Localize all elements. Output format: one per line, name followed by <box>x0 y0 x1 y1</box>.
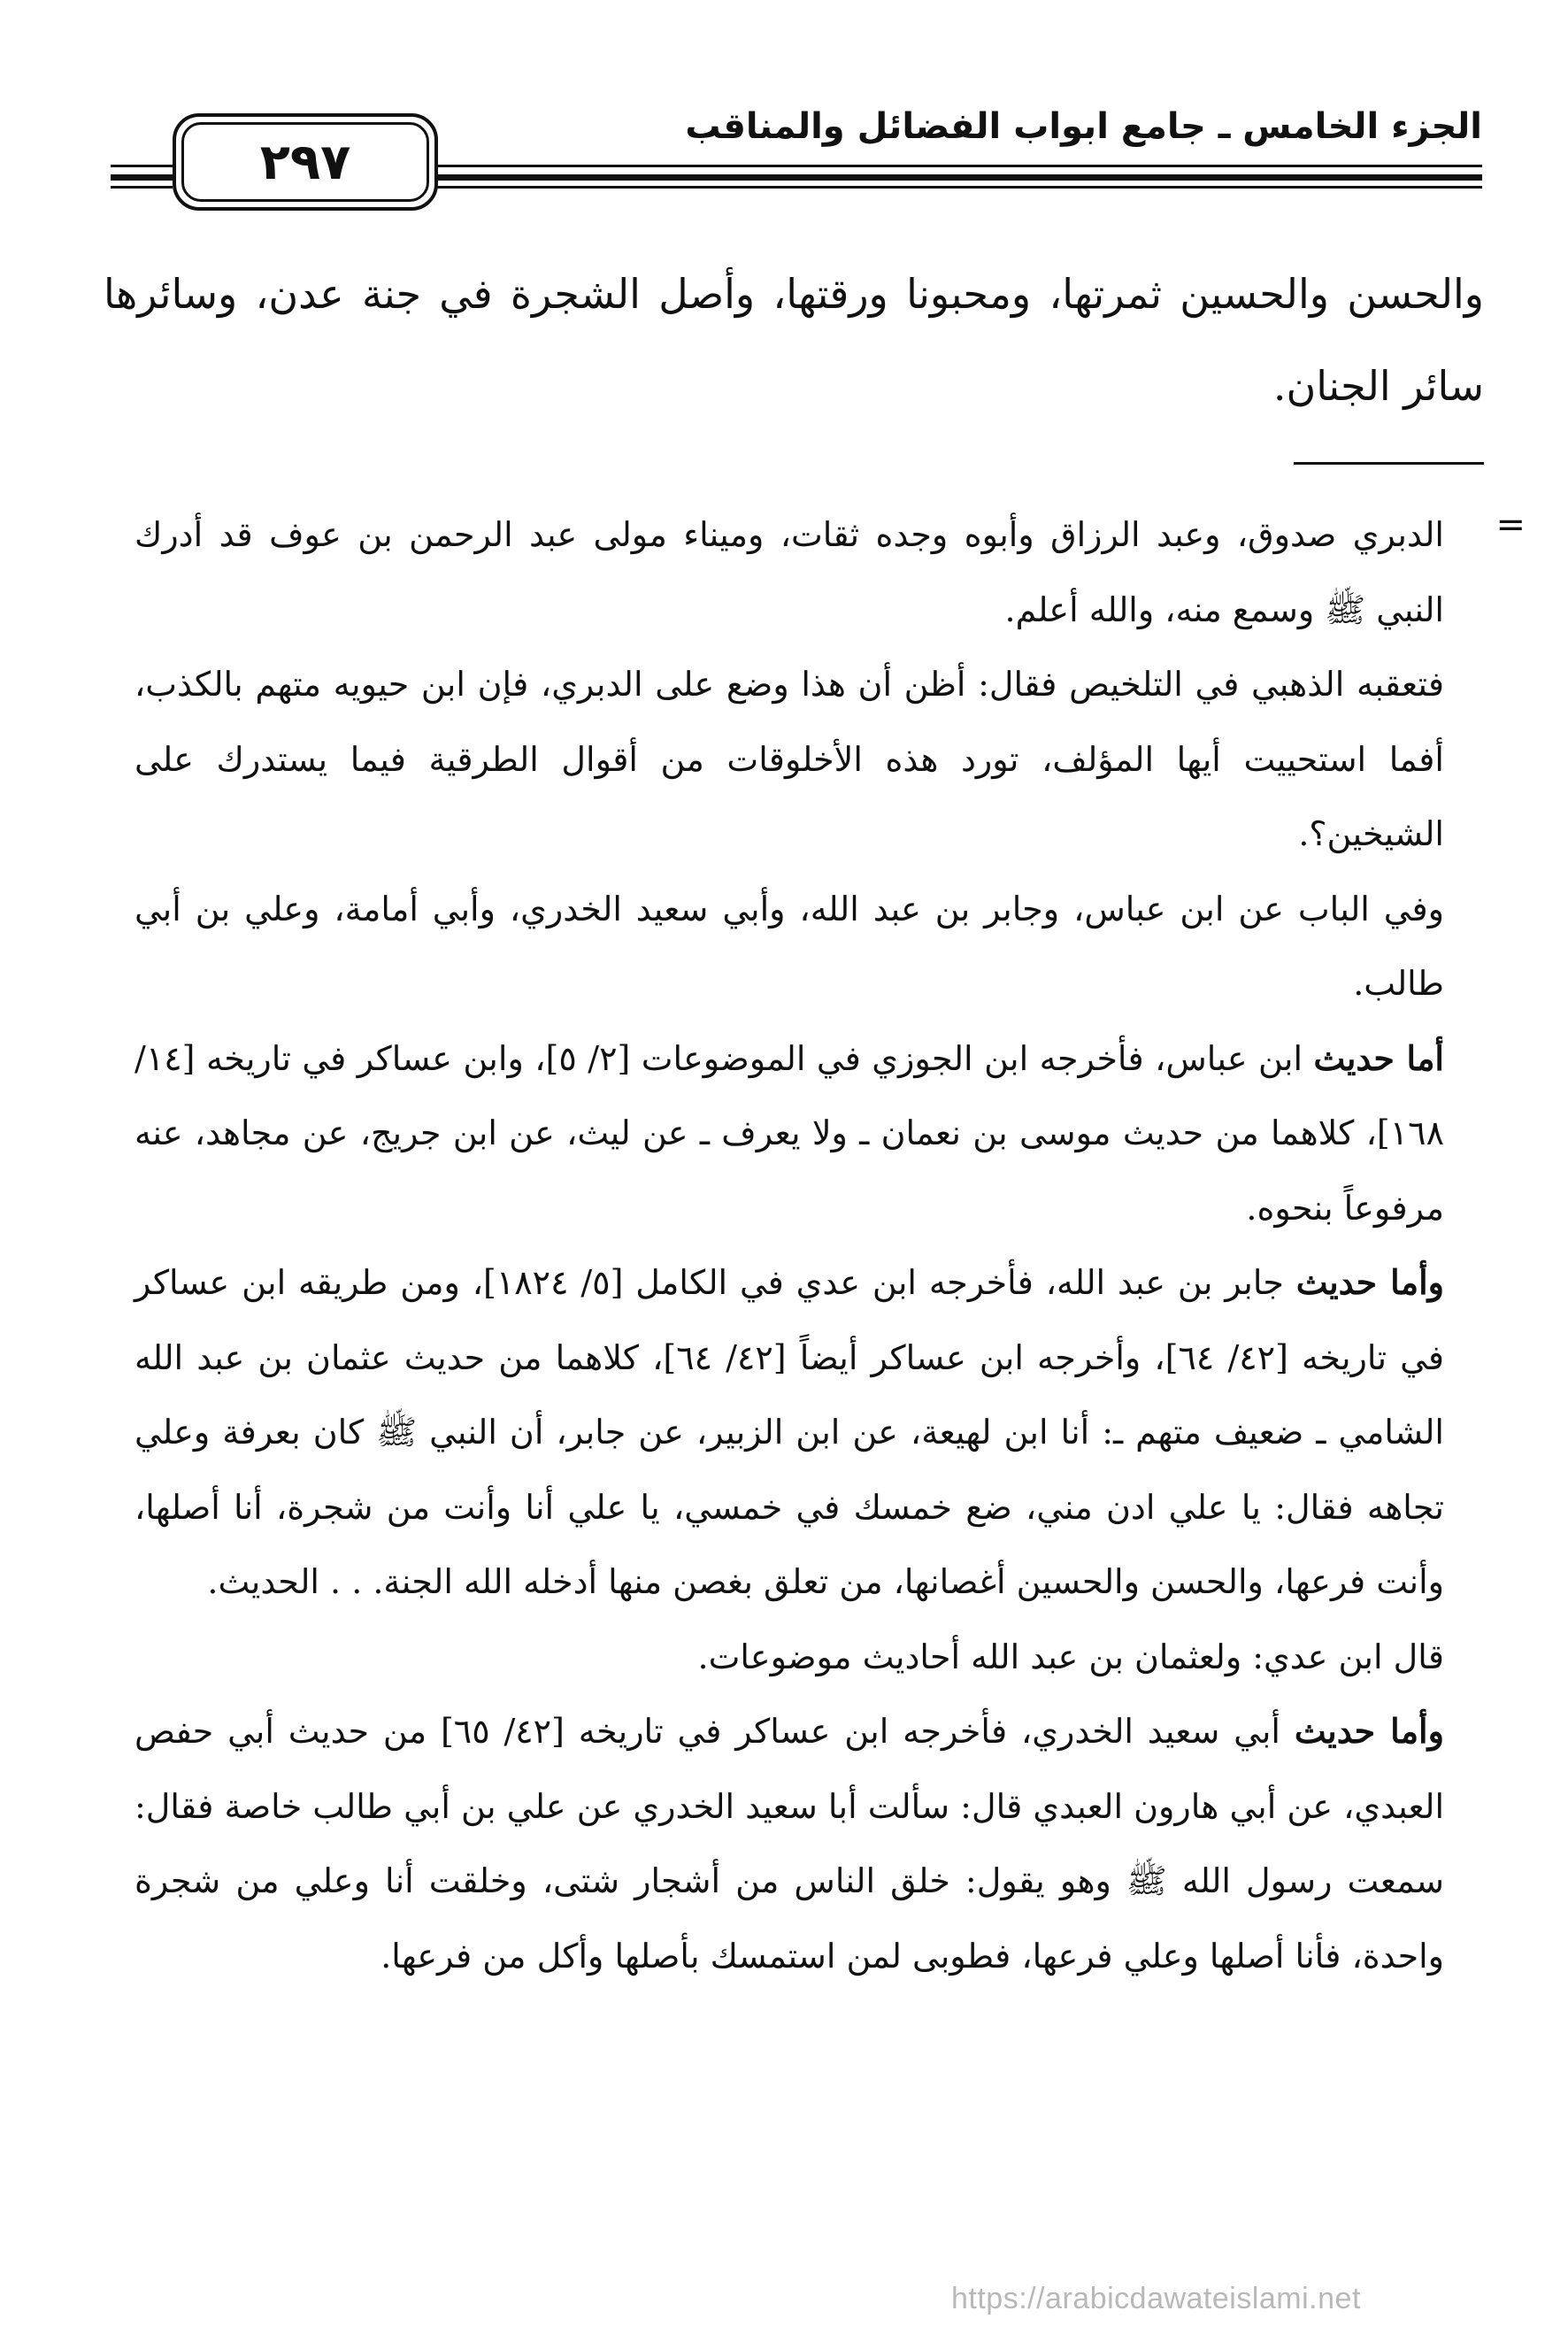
header-rule-line <box>111 186 173 189</box>
footnote-continuation-mark: = <box>1495 505 1526 545</box>
main-text: والحسن والحسين ثمرتها، ومحبونا ورقتها، وأصل الشجرة في جنة عدن، وسائرها سائر الجنان. <box>104 270 1484 410</box>
footnote-paragraph <box>135 647 1444 872</box>
footnote-paragraph <box>135 1245 1444 1620</box>
footnote-text: وفي الباب عن ابن عباس، وجابر بن عبد الله، وأبي سعيد الخدري، وأبي أمامة، وعلي بن أبي طالب. <box>135 889 1444 1003</box>
footnote-text: جابر بن عبد الله، فأخرجه ابن عدي في الكامل [٥/ ١٨٢٤]، ومن طريقه ابن عساكر في تاريخه [٤٢/ ٦٤]، وأخرجه ابن عساكر أيضاً [٤٢/ ٦٤]، كلاهما من حديث عثمان بن عبد الله الشامي ـ ضعيف متهم ـ: أنا ابن لهيعة، عن ابن الزبير، عن جابر، أن النبي ﷺ كان بعرفة وعلي تجاهه فقال: يا علي ادن مني، ضع خمسك في خمسي، يا علي أنا وأنت من شجرة، أنا أصلها، وأنت فرعها، والحسن والحسين أغصانها، من تعلق بغصن منها أدخله الله الجنة. . . الحديث. <box>135 1263 1444 1601</box>
watermark-url: https://arabicdawateislami.net <box>951 2282 1361 2315</box>
page-header <box>111 96 1482 228</box>
footnote-text: أبي سعيد الخدري، فأخرجه ابن عساكر في تاريخه [٤٢/ ٦٥] من حديث أبي حفص العبدي، عن أبي هارون العبدي قال: سألت أبا سعيد الخدري عن علي بن أبي طالب خاصة فقال: سمعت رسول الله ﷺ وهو يقول: خلق الناس من أشجار شتى، وخلقت أنا وعلي من شجرة واحدة، فأنا أصلها وعلي فرعها، فطوبى لمن استمسك بأصلها وأكل من فرعها. <box>135 1712 1444 1976</box>
footnote-text: فتعقبه الذهبي في التلخيص فقال: أظن أن هذا وضع على الدبري، فإن ابن حيويه متهم بالكذب، أفما استحييت أيها المؤلف، تورد هذه الأخلوقات من أقوال الطرقية فيما يستدرك على الشيخين؟. <box>135 665 1444 853</box>
header-rule-left <box>111 159 173 191</box>
footnote-paragraph <box>135 1694 1444 1993</box>
footnote-text: ابن عباس، فأخرجه ابن الجوزي في الموضوعات [٢/ ٥]، وابن عساكر في تاريخه [١٤/ ١٦٨]، كلاهما من حديث موسى بن نعمان ـ ولا يعرف ـ عن ليث، عن ابن جريج، عن مجاهد، عنه مرفوعاً بنحوه. <box>135 1038 1444 1228</box>
header-rule-line <box>411 174 1482 181</box>
footnote-lead: أما حديث <box>1313 1037 1444 1078</box>
footnote-paragraph <box>135 872 1444 1021</box>
header-rule-line <box>411 186 1482 189</box>
footnote-paragraph <box>135 1620 1444 1695</box>
header-rule-right <box>411 159 1482 191</box>
footnote-paragraph <box>135 1021 1444 1246</box>
footnote-text: الدبري صدوق، وعبد الرزاق وأبوه وجده ثقات، وميناء مولى عبد الرحمن بن عوف قد أدرك النبي ﷺ وسمع منه، والله أعلم. <box>135 515 1444 629</box>
footnote-lead: وأما حديث <box>1294 1711 1444 1751</box>
header-rule-line <box>111 174 173 181</box>
footnote-lead: وأما حديث <box>1295 1262 1444 1302</box>
footnote-separator <box>1294 462 1484 465</box>
footnotes <box>135 497 1444 1993</box>
footnote-paragraph <box>135 497 1444 647</box>
page-number: ٢٩٧ <box>181 122 429 202</box>
page-number-frame <box>173 113 438 211</box>
header-rule-line <box>111 165 173 167</box>
header-rule-line <box>411 165 1482 167</box>
running-title: الجزء الخامس ـ جامع ابواب الفضائل والمناقب <box>685 106 1482 147</box>
footnote-text: قال ابن عدي: ولعثمان بن عبد الله أحاديث موضوعات. <box>697 1637 1444 1676</box>
